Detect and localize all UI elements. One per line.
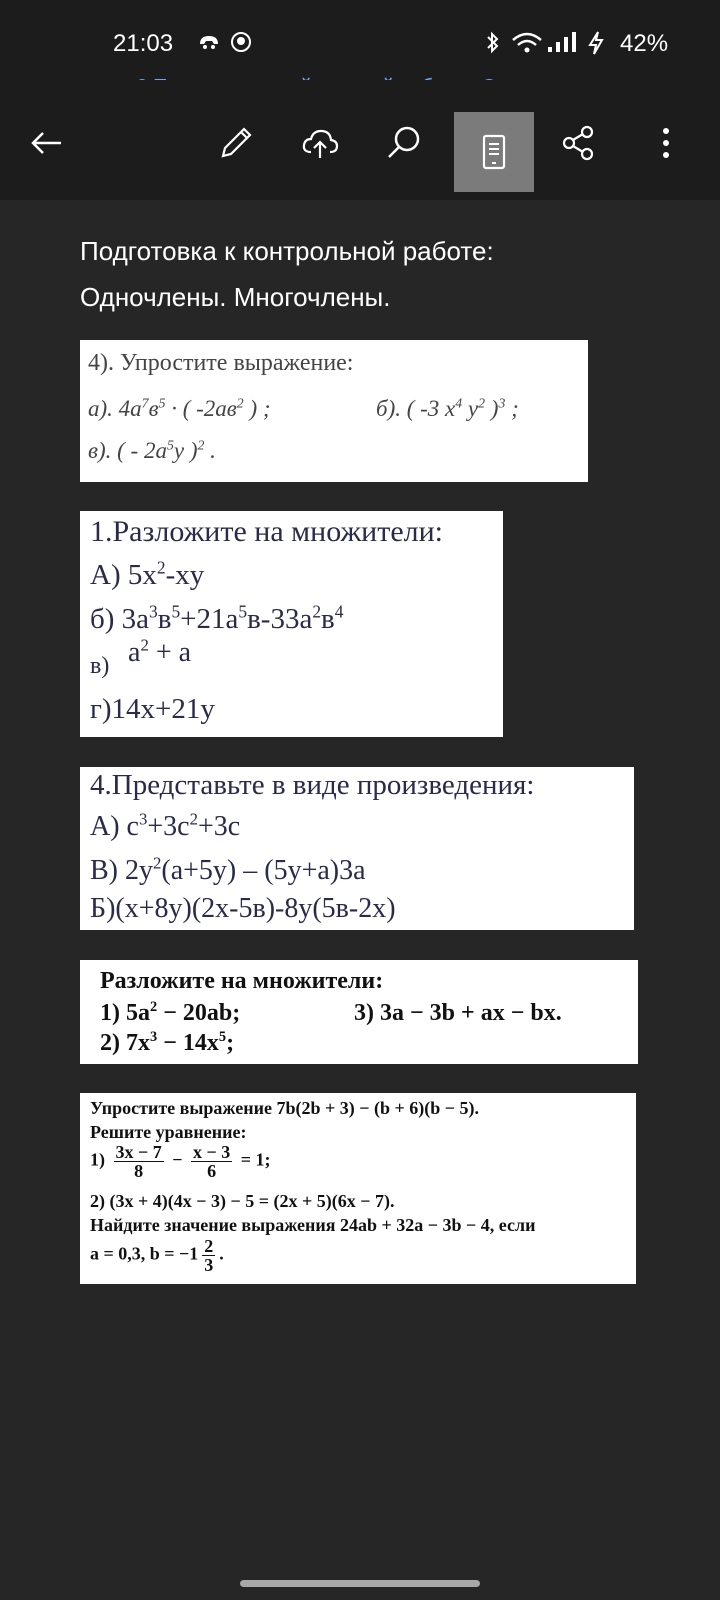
img2-item-c-label: в)	[90, 653, 110, 679]
status-bar	[0, 0, 720, 80]
bluetooth-icon	[484, 30, 502, 63]
edit-button[interactable]	[206, 113, 266, 173]
fraction-1: $\frac{3x - 7}{8}$	[115, 1142, 162, 1181]
img2-item-b: б) $3а^3в^5+21а^5в-33а^2в^4$	[90, 601, 344, 635]
signal-icon	[546, 30, 578, 63]
back-button[interactable]	[16, 113, 76, 173]
img2-item-a: А) $5x^2-xy$	[90, 557, 205, 591]
img3-item-a: А) $с^3+3с^2+3с$	[90, 809, 241, 842]
img4-item-3: 3) 3a − 3b + ax − bx.	[354, 1000, 562, 1026]
img2-title: 1.Разложите на множители:	[90, 515, 444, 548]
cloud-upload-icon	[299, 122, 341, 164]
img1-item-c: в). ( - $2а^5у$ )$^2$ .	[88, 437, 216, 463]
arrow-left-icon	[25, 122, 67, 164]
heading-line-2: Одночлены. Многочлены.	[80, 282, 391, 312]
img3-title: 4.Представьте в виде произведения:	[90, 769, 535, 801]
home-indicator[interactable]	[240, 1580, 480, 1587]
img4-item-2: 2) $7x^3 - 14x^5$;	[100, 1029, 235, 1056]
mobile-view-icon	[473, 131, 515, 173]
more-vertical-icon	[645, 122, 687, 164]
img4-title: Разложите на множители:	[100, 968, 384, 994]
embedded-image-1	[80, 340, 588, 482]
clock: 21:03	[113, 30, 174, 57]
img2-item-d: г)14x+21y	[90, 693, 215, 725]
app-notification-icon	[229, 30, 253, 61]
more-options-button[interactable]	[636, 113, 696, 173]
embedded-image-3	[80, 767, 634, 930]
fraction-2: $\frac{x - 3}{6}$	[193, 1142, 231, 1181]
search-icon	[383, 122, 425, 164]
pencil-icon	[215, 122, 257, 164]
fraction-3: $\frac{2}{3}$	[204, 1236, 214, 1275]
img5-line-4: 2) (3x + 4)(4x − 3) − 5 = (2x + 5)(6x − 7).	[90, 1191, 395, 1211]
embedded-image-4	[80, 960, 638, 1064]
document-heading	[80, 228, 680, 320]
img5-line-6: a = 0,3, b = −1 $\frac{2}{3}$ .	[90, 1236, 224, 1275]
share-button[interactable]	[548, 113, 608, 173]
upload-button[interactable]	[290, 113, 350, 173]
notification-icon	[197, 30, 221, 61]
img1-item-a: а). $4а^7в^5$ · ( $-2ав^2$ ) ;	[88, 395, 271, 421]
img2-item-c: $а^2 + а$	[128, 635, 192, 668]
embedded-image-2	[80, 511, 503, 737]
img3-item-b: В) $2y^2(a+5y) - (5y+a)3a$	[90, 853, 366, 886]
img5-line-1: Упростите выражение 7b(2b + 3) − (b + 6)(b − 5).	[90, 1098, 480, 1118]
heading-line-1: Подготовка к контрольной работе:	[80, 236, 494, 266]
img5-equation-1: 1) $\frac{3x - 7}{8}$ − $\frac{x - 3}{6}$ = 1;	[90, 1142, 271, 1181]
search-button[interactable]	[374, 113, 434, 173]
img5-line-5: Найдите значение выражения 24ab + 32a − 3b − 4, если	[90, 1215, 536, 1235]
img4-item-1: 1) $5a^2 - 20ab$;	[100, 999, 241, 1026]
battery-percentage: 42%	[620, 30, 669, 57]
img5-line-2: Решите уравнение:	[90, 1122, 247, 1142]
img1-title: 4). Упростите выражение:	[88, 350, 354, 376]
reading-view-button[interactable]	[454, 112, 534, 192]
img1-item-b: б). ( -3 $х^4$ $у^2$ )$^3$ ;	[376, 395, 519, 421]
img3-item-c: Б)(x+8y)(2x-5в)-8y(5в-2x)	[90, 893, 396, 924]
charging-icon	[586, 30, 606, 63]
app-toolbar	[0, 80, 720, 200]
share-icon	[557, 122, 599, 164]
embedded-image-5	[80, 1093, 636, 1284]
wifi-icon	[510, 30, 544, 63]
